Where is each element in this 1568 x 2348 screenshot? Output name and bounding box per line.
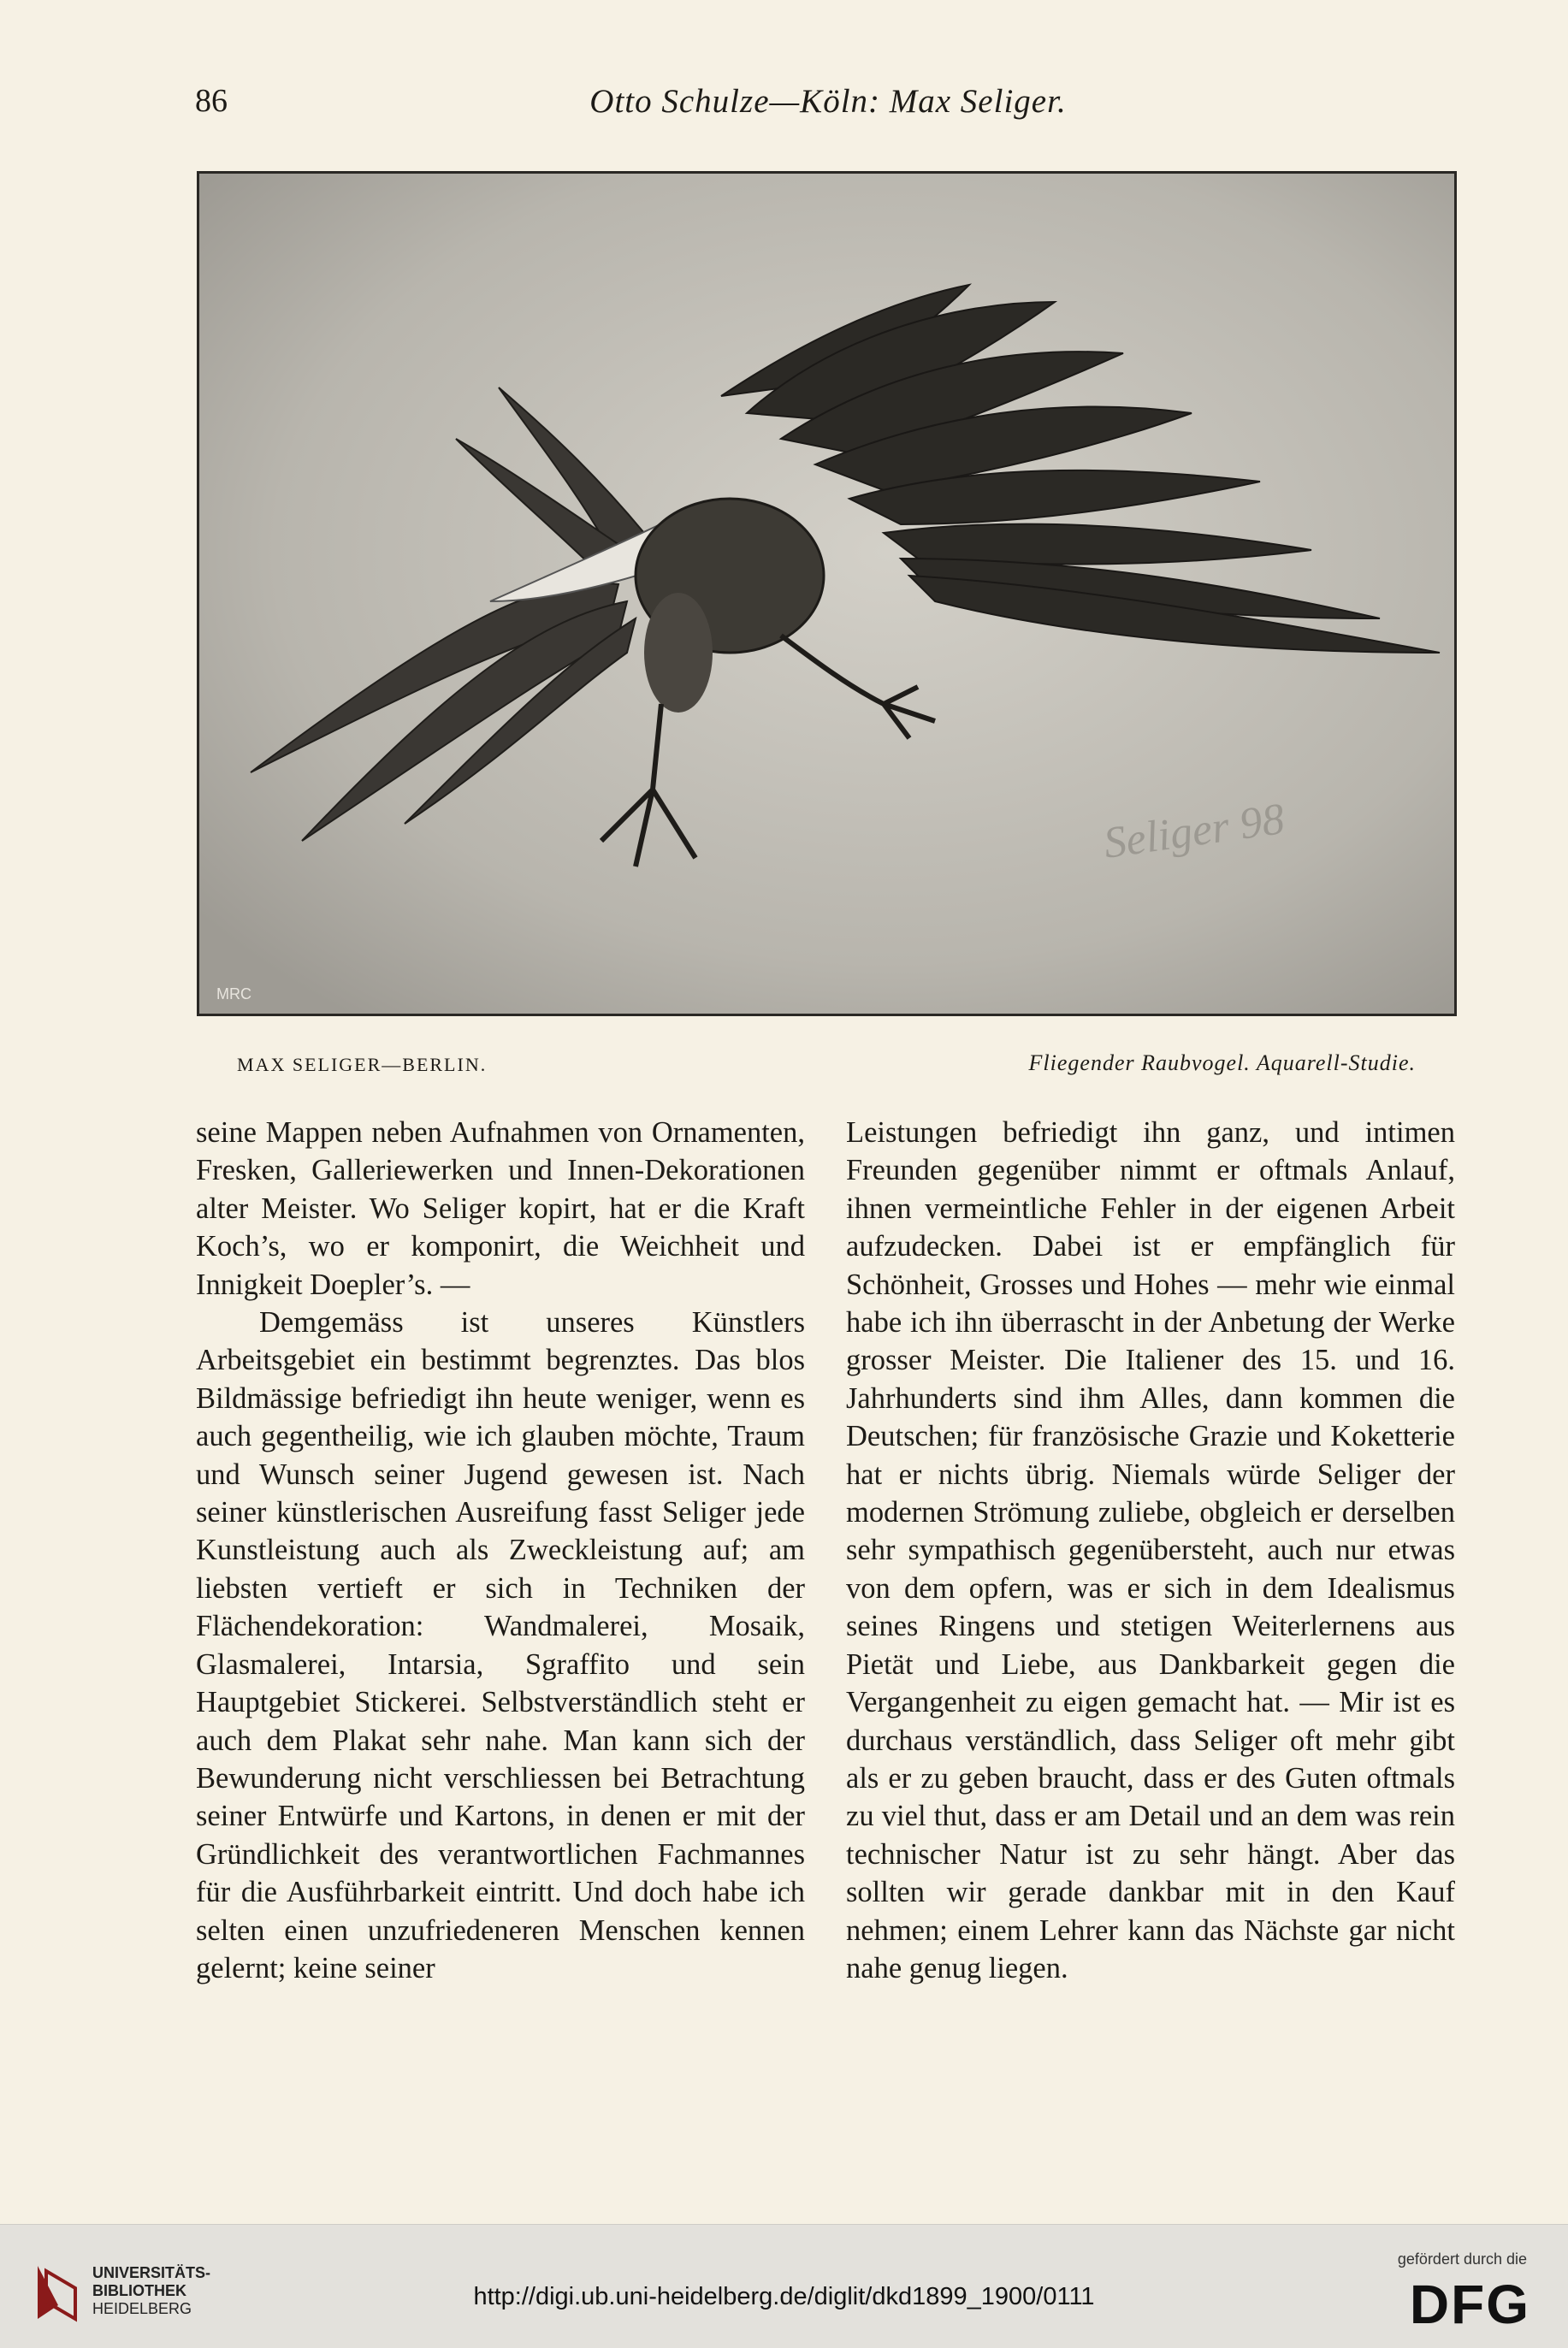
- text-column-left: [196, 1114, 805, 1987]
- digitization-footer: [0, 2224, 1568, 2348]
- permalink-url[interactable]: http://digi.ub.uni-heidelberg.de/diglit/dkd1899_1900/0111: [473, 2283, 1095, 2310]
- plate-caption-title: Fliegender Raubvogel. Aquarell-Studie.: [1028, 1050, 1416, 1075]
- page-header: [195, 82, 1461, 133]
- running-title: Otto Schulze—Köln: Max Seliger.: [589, 83, 1067, 120]
- paragraph: seine Mappen neben Aufnahmen von Ornamenten, Fresken, Galleriewerken und Innen-Dekorationen alter Meister. Wo Seliger kopirt, hat er die Kraft Koch’s, wo er komponirt, die Weichheit und Innigkeit Doepler’s. —: [196, 1116, 805, 1301]
- page-number: 86: [195, 83, 228, 119]
- dfg-logo: DFG: [1409, 2274, 1530, 2335]
- funded-by-label: gefördert durch die: [1397, 2250, 1527, 2268]
- plate-caption-artist: MAX SELIGER—BERLIN.: [237, 1054, 488, 1075]
- bird-of-prey-watercolor: [199, 174, 1454, 1014]
- library-name: UNIVERSITÄTS- BIBLIOTHEK HEIDELBERG: [92, 2264, 211, 2317]
- paragraph: Leistungen befriedigt ihn ganz, und intimen Freunden gegenüber nimmt er oftmals Anlauf, ihnen vermeintliche Fehler in der eigenen Arbeit aufzudecken. Dabei ist er empfänglich für Schönheit, Grosses und Hohes — mehr wie einmal habe ich ihn überrascht in der Anbetung der Werke grosser Meister. Die Italiener des 15. und 16. Jahrhunderts sind ihm Alles, dann kommen die Deutschen; für französische Grazie und Koketterie hat er nichts übrig. Niemals würde Seliger der modernen Strömung zuliebe, obgleich er derselben sehr sympathisch gegenübersteht, auch nur etwas von dem opfern, was er sich in dem Idealismus seines Ringens und stetigen Weiterlernens aus Pietät und Liebe, aus Dankbarkeit gegen die Vergangenheit zu eigen gemacht hat. — Mir ist es durchaus verständlich, dass Seliger oft mehr gibt als er zu geben braucht, dass er des Guten oftmals zu viel thut, dass er am Detail und an dem was rein technischer Natur ist zu sehr hängt. Aber das sollten wir gerade dankbar mit in den Kauf nehmen; einem Lehrer kann das Nächste gar nicht nahe genug liegen.: [846, 1116, 1455, 1984]
- paragraph: Demgemäss ist unseres Künstlers Arbeitsgebiet ein bestimmt begrenztes. Das blos Bildmässige befriedigt ihn heute weniger, wenn es auch gegentheilig, wie ich glauben möchte, Traum und Wunsch seiner Jugend gewesen ist. Nach seiner künstlerischen Ausreifung fasst Seliger jede Kunstleistung auch als Zweckleistung auf; am liebsten vertieft er sich in Techniken der Flächendekoration: Wandmalerei, Mosaik, Glasmalerei, Intarsia, Sgraffito und sein Hauptgebiet Stickerei. Selbstverständlich steht er auch dem Plakat sehr nahe. Man kann sich der Bewunderung nicht verschliessen bei Betrachtung seiner Entwürfe und Kartons, in denen er mit der Gründlichkeit des verantwortlichen Fachmannes für die Ausführbarkeit eintritt. Und doch habe ich selten einen unzufriedeneren Menschen kennen gelernt; keine seiner: [196, 1306, 805, 1984]
- artist-signature: Seliger 98: [1100, 794, 1287, 868]
- text-column-right: [846, 1114, 1455, 1987]
- illustration-plate: [197, 171, 1457, 1016]
- plate-monogram: MRC: [216, 985, 251, 1002]
